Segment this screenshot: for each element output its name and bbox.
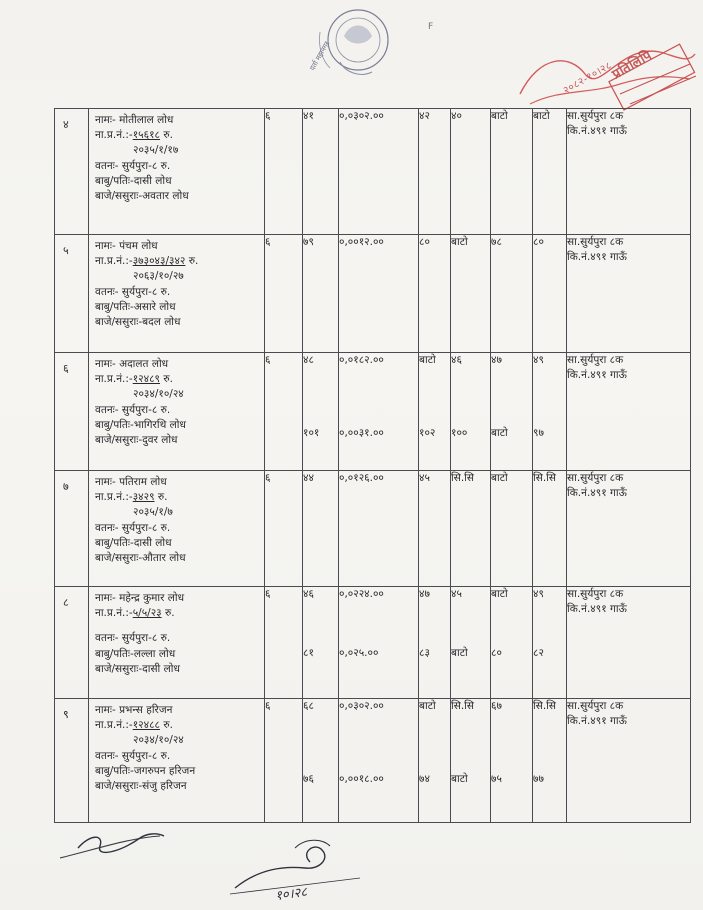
owner-name: नामः- अदालत लोध [95, 358, 169, 370]
area-cell [339, 353, 419, 471]
ward-value: ६ [265, 354, 271, 366]
ward-number [265, 587, 303, 699]
citizenship-number: १२४८९ [132, 373, 161, 386]
east-value: बाटो [419, 354, 436, 366]
issue-date: २०६३/१०/२७ [133, 270, 184, 283]
table-row [55, 699, 691, 823]
area-cell [339, 109, 419, 235]
west-value: बाटो [451, 773, 468, 786]
south-cell [533, 587, 567, 699]
east-cell [419, 471, 451, 587]
area-value: ०,०१२६.०० [339, 472, 384, 484]
father-name: बाबु/पतिः-असारे लोध [95, 300, 176, 313]
citizenship-suffix: रु. [160, 373, 173, 386]
issue-date: २०३५/१/७ [133, 506, 173, 519]
owner-name: नामः- पंचम लोध [95, 240, 158, 252]
east-cell [419, 699, 451, 823]
ward-number [265, 109, 303, 235]
ward-number [265, 235, 303, 353]
remark-plot: कि.नं.४९१ गाऊँ [567, 487, 627, 500]
kitta-value: ४४ [303, 472, 314, 484]
west-value: बाटो [451, 236, 468, 248]
svg-text:दर्ता महानगर: दर्ता महानगर [308, 40, 332, 72]
area-value: ०,०२५.०० [339, 647, 379, 660]
north-value: ७८ [491, 236, 502, 248]
remark-location: सा.सुर्यपुरा ८क [567, 110, 624, 122]
office-seal-icon [300, 2, 420, 94]
north-value: ७५ [491, 773, 502, 786]
west-cell [451, 235, 491, 353]
east-cell [419, 353, 451, 471]
owner-name: नामः- महेन्द्र कुमार लोध [95, 592, 185, 604]
owner-details [89, 471, 265, 587]
signature-marks-icon [60, 828, 460, 910]
residence: वतनः- सुर्यपुरा-८ रु. [95, 403, 171, 416]
citizenship-number-line [95, 372, 264, 387]
north-value: बाटो [491, 110, 508, 122]
citizenship-prefix: ना.प्र.नं.:- [95, 373, 133, 386]
kitta-cell [303, 471, 339, 587]
grandfather-name: बाजे/ससुराः-संजु हरिजन [95, 780, 187, 793]
spacer [95, 621, 264, 631]
issue-date: २०३४/१०/२४ [133, 388, 184, 401]
east-value: ४२ [419, 110, 430, 122]
remark-plot: कि.नं.४९१ गाऊँ [567, 251, 627, 264]
kitta-value: ४१ [303, 110, 314, 122]
owner-details [89, 109, 265, 235]
owner-name: नामः- प्रभन्स हरिजन [95, 704, 173, 716]
area-value: ०,००१८.०० [339, 773, 384, 786]
citizenship-suffix: रु. [154, 491, 168, 504]
area-cell [339, 699, 419, 823]
citizenship-number-line [95, 490, 264, 505]
citizenship-number: १५६१८ [132, 129, 161, 142]
east-cell [419, 587, 451, 699]
owner-details [89, 699, 265, 823]
residence: वतनः- सुर्यपुरा-८ रु. [95, 285, 171, 298]
father-name: बाबु/पतिः-जगरुपन हरिजन [95, 764, 196, 777]
stamp-label: प्रतिलिपि [609, 48, 655, 83]
south-value: ९७ [533, 427, 544, 440]
remark-location: सा.सुर्यपुरा ८क [567, 354, 624, 366]
citizenship-number: १२४८८ [132, 719, 161, 732]
east-value: ४७ [419, 588, 430, 600]
kitta-value: ८१ [303, 647, 314, 660]
row-index: ४ [55, 109, 89, 235]
area-value: ०,००१२.०० [339, 236, 384, 248]
area-value: ०,०२२४.०० [339, 588, 384, 600]
ward-value: ६ [265, 110, 271, 122]
kitta-value: १०१ [303, 427, 320, 440]
kitta-cell [303, 699, 339, 823]
kitta-value: ४८ [303, 354, 314, 366]
east-value: ७४ [419, 773, 430, 786]
owner-details [89, 353, 265, 471]
south-value: ८२ [533, 647, 544, 660]
area-cell [339, 471, 419, 587]
table-row [55, 353, 691, 471]
kitta-cell [303, 235, 339, 353]
ward-value: ६ [265, 236, 271, 248]
area-value: ०,०३०२.०० [339, 700, 384, 712]
north-value: बाटो [491, 427, 508, 440]
area-value: ०,०१८२.०० [339, 354, 384, 366]
grandfather-name: बाजे/ससुराः-औतार लोध [95, 552, 186, 565]
citizenship-number-line [95, 128, 264, 143]
south-cell [533, 699, 567, 823]
north-value: ४७ [491, 354, 502, 366]
row-index: ७ [55, 471, 89, 587]
table-row [55, 587, 691, 699]
kitta-cell [303, 353, 339, 471]
north-cell [491, 471, 533, 587]
citizenship-number-line [95, 718, 264, 733]
residence: वतनः- सुर्यपुरा-८ रु. [95, 521, 171, 534]
south-value: सि.सि [533, 472, 556, 484]
west-cell [451, 471, 491, 587]
ward-number [265, 471, 303, 587]
citizenship-prefix: ना.प्र.नं.:- [95, 255, 133, 268]
kitta-cell [303, 109, 339, 235]
ward-number [265, 699, 303, 823]
remark-location: सा.सुर्यपुरा ८क [567, 236, 624, 248]
citizenship-prefix: ना.प्र.नं.:- [95, 607, 133, 620]
west-cell [451, 353, 491, 471]
citizenship-number-line [95, 254, 264, 269]
father-name: बाबु/पतिः-दासी लोध [95, 536, 172, 549]
south-value: ४९ [533, 354, 544, 366]
issue-date: २०३५/१/१७ [133, 144, 179, 157]
ward-value: ६ [265, 588, 271, 600]
father-name: बाबु/पतिः-लल्ला लोध [95, 647, 176, 660]
east-value: १०२ [419, 427, 436, 440]
kitta-cell [303, 587, 339, 699]
remarks-cell [567, 699, 691, 823]
east-value: ८० [419, 236, 430, 248]
remark-location: सा.सुर्यपुरा ८क [567, 472, 624, 484]
remark-location: सा.सुर्यपुरा ८क [567, 588, 624, 600]
north-value: ६७ [491, 700, 502, 712]
area-value: ०,००३१.०० [339, 427, 384, 440]
remark-plot: कि.नं.४९१ गाऊँ [567, 715, 627, 728]
remarks-cell [567, 587, 691, 699]
row-index: ६ [55, 353, 89, 471]
owner-details [89, 587, 265, 699]
west-cell [451, 699, 491, 823]
north-cell [491, 699, 533, 823]
grandfather-name: बाजे/ससुराः-बदल लोध [95, 316, 181, 329]
north-value: बाटो [491, 472, 508, 484]
grandfather-name: बाजे/ससुराः-दासी लोध [95, 662, 180, 675]
kitta-value: ७६ [303, 773, 314, 786]
east-value: ८३ [419, 647, 430, 660]
residence: वतनः- सुर्यपुरा-८ रु. [95, 159, 171, 172]
citizenship-suffix: रु. [161, 607, 175, 620]
south-cell [533, 353, 567, 471]
land-records-table [54, 108, 691, 823]
table-row [55, 235, 691, 353]
owner-name: नामः- पतिराम लोध [95, 476, 167, 488]
south-cell [533, 235, 567, 353]
west-cell [451, 109, 491, 235]
citizenship-number: ३७३०४३/३४२ [132, 255, 186, 268]
citizenship-prefix: ना.प्र.नं.:- [95, 129, 133, 142]
east-cell [419, 109, 451, 235]
grandfather-name: बाजे/ससुराः-दुवर लोध [95, 434, 178, 447]
residence: वतनः- सुर्यपुरा-८ रु. [95, 749, 171, 762]
north-cell [491, 353, 533, 471]
citizenship-number-line [95, 606, 264, 621]
kitta-value: ६८ [303, 700, 314, 712]
owner-name: नामः- मोतीलाल लोध [95, 114, 174, 126]
remark-plot: कि.नं.४९१ गाऊँ [567, 369, 627, 382]
citizenship-suffix: रु. [160, 129, 173, 142]
citizenship-number: ५/५/२३ [132, 607, 162, 620]
west-value: सि.सि [451, 472, 474, 484]
ward-value: ६ [265, 472, 271, 484]
ward-value: ६ [265, 700, 271, 712]
residence: वतनः- सुर्यपुरा-८ रु. [95, 632, 171, 645]
stamp-date: २०८२-१०।२८ [561, 60, 614, 97]
west-value: ४६ [451, 354, 462, 366]
north-cell [491, 235, 533, 353]
south-cell [533, 109, 567, 235]
north-cell [491, 587, 533, 699]
corner-letter: F [428, 22, 434, 32]
south-value: ४९ [533, 588, 544, 600]
south-value: सि.सि [533, 700, 556, 712]
citizenship-suffix: रु. [185, 255, 199, 268]
citizenship-number: ३४२९ [132, 491, 155, 504]
table-row [55, 471, 691, 587]
issue-date: २०३४/१०/२४ [133, 734, 184, 747]
remarks-cell [567, 471, 691, 587]
south-value: ७७ [533, 773, 544, 786]
remarks-cell [567, 235, 691, 353]
remark-location: सा.सुर्यपुरा ८क [567, 700, 624, 712]
east-value: ४५ [419, 472, 430, 484]
father-name: बाबु/पतिः-भागिरथि लोध [95, 418, 186, 431]
citizenship-prefix: ना.प्र.नं.:- [95, 719, 133, 732]
citizenship-suffix: रु. [160, 719, 173, 732]
row-index: ५ [55, 235, 89, 353]
west-value: ४५ [451, 588, 462, 600]
west-value: १०० [451, 427, 468, 440]
west-cell [451, 587, 491, 699]
remark-plot: कि.नं.४९१ गाऊँ [567, 125, 627, 138]
east-cell [419, 235, 451, 353]
north-value: बाटो [491, 588, 508, 600]
west-value: सि.सि [451, 700, 474, 712]
south-cell [533, 471, 567, 587]
row-index: ८ [55, 587, 89, 699]
north-cell [491, 109, 533, 235]
area-value: ०,०३०२.०० [339, 110, 384, 122]
kitta-value: ४६ [303, 588, 314, 600]
south-value: ८० [533, 236, 544, 248]
remarks-cell [567, 109, 691, 235]
south-value: बाटो [533, 110, 550, 122]
grandfather-name: बाजे/ससुराः-अवतार लोध [95, 190, 189, 203]
remark-plot: कि.नं.४९१ गाऊँ [567, 603, 627, 616]
east-value: बाटो [419, 700, 436, 712]
owner-details [89, 235, 265, 353]
citizenship-prefix: ना.प्र.नं.:- [95, 491, 133, 504]
remarks-cell [567, 353, 691, 471]
row-index: ९ [55, 699, 89, 823]
father-name: बाबु/पतिः-दासी लोध [95, 174, 172, 187]
ward-number [265, 353, 303, 471]
west-value: ४० [451, 110, 462, 122]
signature-date: १०।२८ [274, 884, 309, 905]
north-value: ८० [491, 647, 502, 660]
kitta-value: ७९ [303, 236, 314, 248]
table-row [55, 109, 691, 235]
area-cell [339, 235, 419, 353]
west-value: बाटो [451, 647, 468, 660]
area-cell [339, 587, 419, 699]
